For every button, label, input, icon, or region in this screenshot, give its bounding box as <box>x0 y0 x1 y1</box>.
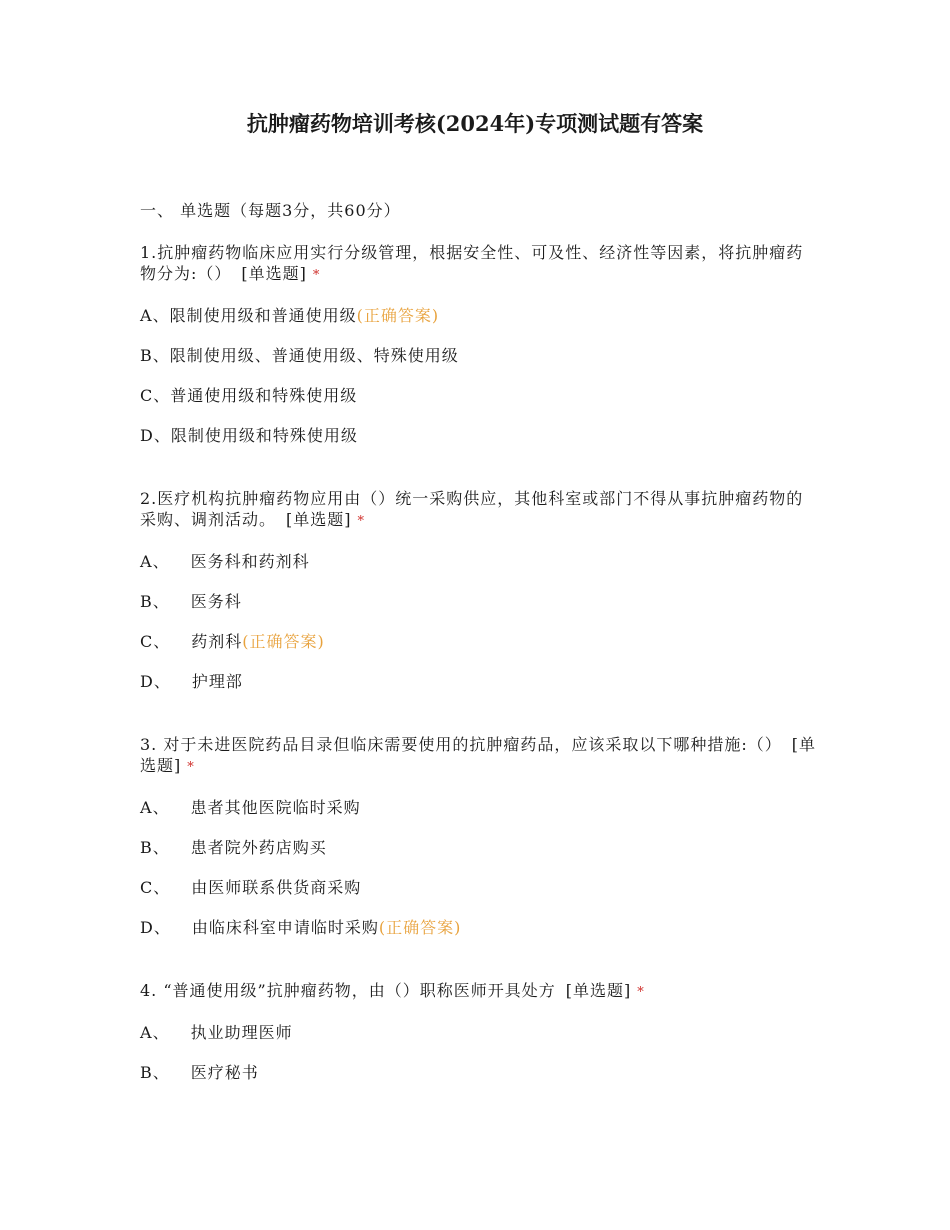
option-letter: A <box>140 798 153 817</box>
option-d[interactable] <box>140 425 820 446</box>
option-text: 医务科 <box>190 592 242 611</box>
option-separator: 、 <box>153 918 171 937</box>
required-star-icon: * <box>357 514 366 529</box>
question-3 <box>140 734 820 938</box>
option-a[interactable] <box>140 1022 820 1043</box>
option-text: 限制使用级、普通使用级、特殊使用级 <box>169 346 459 365</box>
option-letter: A <box>140 306 153 325</box>
option-a[interactable] <box>140 305 820 326</box>
question-type-label: [单选题] <box>241 264 307 283</box>
option-text: 护理部 <box>191 672 243 691</box>
option-text: 限制使用级和特殊使用级 <box>170 426 358 445</box>
option-separator: 、 <box>152 1023 170 1042</box>
section-heading: 一、 单选题（每题3分，共60分） <box>140 201 401 220</box>
option-separator: 、 <box>153 426 171 445</box>
option-letter: A <box>140 1023 153 1042</box>
option-c[interactable] <box>140 877 820 898</box>
option-text: 患者院外药店购买 <box>190 838 327 857</box>
option-letter: C <box>140 878 154 897</box>
option-separator: 、 <box>152 1063 170 1082</box>
option-text: 药剂科 <box>191 632 243 651</box>
question-stem: 2.医疗机构抗肿瘤药物应用由（）统一采购供应，其他科室或部门不得从事抗肿瘤药物的采购、调剂活动。 <box>140 489 804 529</box>
option-separator: 、 <box>153 672 171 691</box>
option-d[interactable] <box>140 917 820 938</box>
question-stem: 4. “普通使用级”抗肿瘤药物，由（）职称医师开具处方 <box>140 981 556 1000</box>
option-text: 限制使用级和普通使用级 <box>169 306 357 325</box>
option-letter: A <box>140 552 153 571</box>
option-letter: C <box>140 386 154 405</box>
option-text: 医务科和药剂科 <box>190 552 310 571</box>
option-c[interactable] <box>140 631 820 652</box>
option-separator: 、 <box>152 838 170 857</box>
correct-answer-tag: (正确答案) <box>378 918 462 937</box>
option-letter: D <box>140 426 154 445</box>
option-separator: 、 <box>152 306 170 325</box>
option-separator: 、 <box>152 346 170 365</box>
question-1 <box>140 242 820 446</box>
option-separator: 、 <box>152 592 170 611</box>
correct-answer-tag: (正确答案) <box>356 306 440 325</box>
question-text <box>140 242 820 286</box>
required-star-icon: * <box>637 985 645 1000</box>
option-letter: D <box>140 918 154 937</box>
option-text: 普通使用级和特殊使用级 <box>170 386 358 405</box>
option-separator: 、 <box>153 632 171 651</box>
option-separator: 、 <box>153 878 171 897</box>
question-2 <box>140 488 820 692</box>
option-separator: 、 <box>153 386 171 405</box>
required-star-icon: * <box>187 760 195 775</box>
option-letter: B <box>140 838 153 857</box>
document-title: 抗肿瘤药物培训考核(2024年)专项测试题有答案 <box>246 111 704 136</box>
option-a[interactable] <box>140 551 820 572</box>
question-type-label: [单选题] <box>140 735 816 775</box>
option-d[interactable] <box>140 671 820 692</box>
option-text: 患者其他医院临时采购 <box>190 798 361 817</box>
option-letter: D <box>140 672 154 691</box>
option-letter: B <box>140 592 153 611</box>
question-type-label: [单选题] <box>286 510 352 529</box>
question-text <box>140 488 820 532</box>
question-stem: 1.抗肿瘤药物临床应用实行分级管理，根据安全性、可及性、经济性等因素，将抗肿瘤药物分为:（） <box>140 243 804 283</box>
correct-answer-tag: (正确答案) <box>242 632 325 651</box>
option-a[interactable] <box>140 797 820 818</box>
option-text: 医疗秘书 <box>190 1063 259 1082</box>
option-separator: 、 <box>152 552 170 571</box>
option-text: 由医师联系供货商采购 <box>191 878 362 897</box>
question-4 <box>140 980 820 1083</box>
option-c[interactable] <box>140 385 820 406</box>
question-stem: 3. 对于未进医院药品目录但临床需要使用的抗肿瘤药品，应该采取以下哪种措施:（） <box>140 735 782 754</box>
option-letter: B <box>140 1063 153 1082</box>
question-text <box>140 734 820 778</box>
option-b[interactable] <box>140 1062 820 1083</box>
option-separator: 、 <box>152 798 170 817</box>
option-letter: B <box>140 346 153 365</box>
option-b[interactable] <box>140 345 820 366</box>
option-text: 由临床科室申请临时采购 <box>191 918 379 937</box>
option-b[interactable] <box>140 837 820 858</box>
required-star-icon: * <box>312 268 321 283</box>
option-b[interactable] <box>140 591 820 612</box>
option-text: 执业助理医师 <box>190 1023 293 1042</box>
option-letter: C <box>140 632 154 651</box>
question-text <box>140 980 820 1003</box>
question-type-label: [单选题] <box>565 981 632 1000</box>
